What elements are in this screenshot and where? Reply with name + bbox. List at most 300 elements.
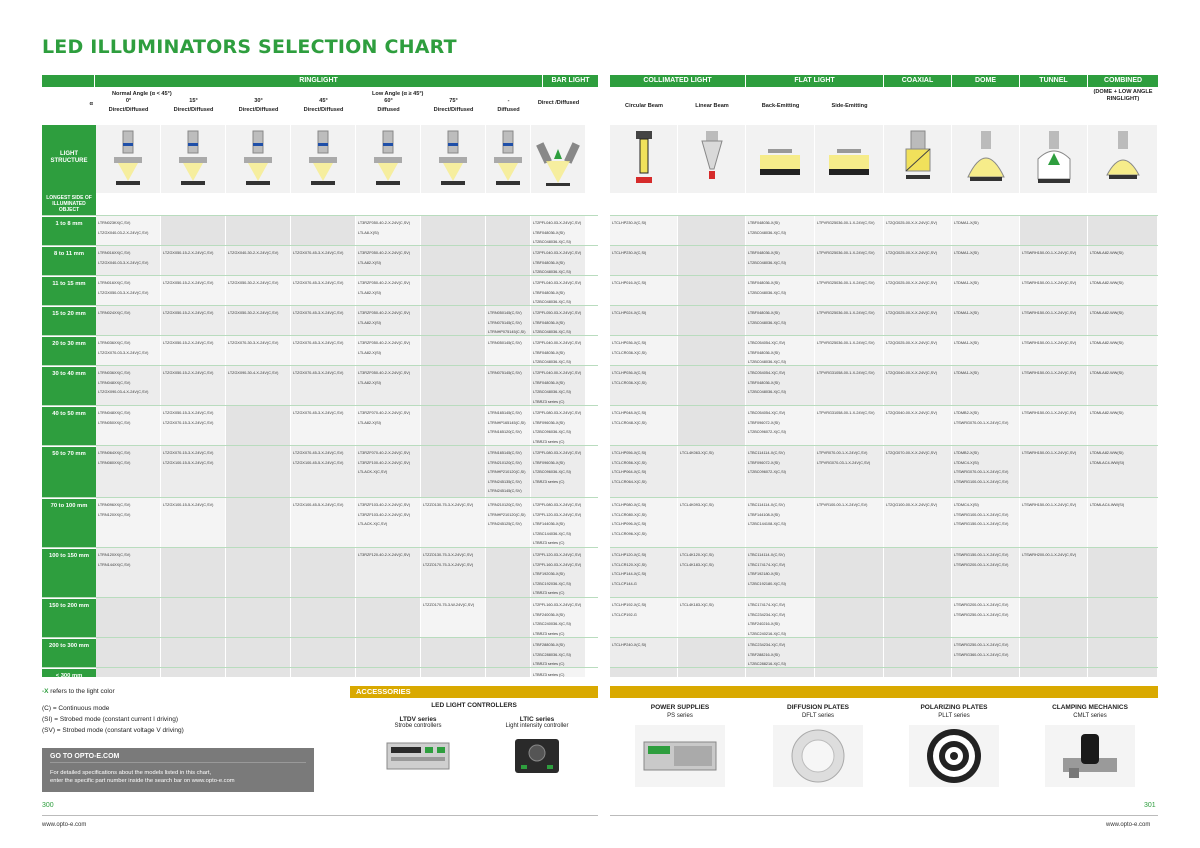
table-row xyxy=(42,597,598,637)
table-cell xyxy=(884,498,952,547)
table-cell xyxy=(531,548,586,597)
part-number: LTBC054054-X(C,SV) xyxy=(748,371,786,375)
part-number: LTRN050145(C,SV) xyxy=(488,311,522,315)
table-cell xyxy=(226,336,291,365)
table-cell xyxy=(486,366,531,405)
table-cell xyxy=(226,446,291,497)
table-cell xyxy=(815,446,884,497)
type-label: Diffused xyxy=(377,107,400,113)
table-cell xyxy=(226,548,291,597)
part-number: LTCLHP240-X(C,SI) xyxy=(612,643,647,647)
part-number: LTPVRG31058-00-1-X-24V(C,SV) xyxy=(817,411,875,415)
table-cell xyxy=(746,598,815,637)
table-cell xyxy=(952,598,1020,637)
angle-label: 15° xyxy=(189,98,198,104)
part-number: LTLACK-X(C,SV) xyxy=(358,470,388,474)
part-number: LTCLHP048-X(C,SI) xyxy=(612,411,647,415)
size-label: 70 to 100 mm xyxy=(42,498,96,547)
right-col-header xyxy=(884,87,952,125)
part-number: LT2BC192180-X(C,SI) xyxy=(748,581,786,586)
table-cell xyxy=(291,598,356,637)
note-strobed-current: (SI) = Strobed mode (constant current I driving) xyxy=(42,716,179,723)
part-number: LTCLCR064-X(C,SI) xyxy=(612,479,647,484)
table-cell xyxy=(531,336,586,365)
table-cell xyxy=(678,306,746,335)
light-structure-icon xyxy=(106,129,150,189)
left-group-header xyxy=(42,75,598,87)
part-number: LTPVRG25036-00-1-X-24V(C,SV) xyxy=(817,311,875,315)
left-col-header xyxy=(96,87,172,125)
table-cell xyxy=(96,406,161,445)
table-cell xyxy=(421,446,486,497)
table-cell xyxy=(226,276,291,305)
group-header: DOME xyxy=(952,75,1020,87)
table-cell xyxy=(746,548,815,597)
part-number: LTRN165120(C,SV) xyxy=(488,430,522,434)
part-number: LT2BC048036-X(C,SI) xyxy=(748,360,786,364)
part-number: LTSWRH150-00-1-X-24V(C,SV) xyxy=(1022,451,1077,455)
table-cell xyxy=(610,306,678,335)
table-cell xyxy=(678,446,746,497)
right-col-header: (DOME + LOW ANGLE RINGLIGHT) xyxy=(1093,89,1153,102)
table-cell xyxy=(952,366,1020,405)
part-number: LTBF048036-X(SI) xyxy=(748,311,780,315)
table-row xyxy=(610,497,1158,547)
type-label: Direct /Diffused xyxy=(537,100,580,106)
table-cell xyxy=(884,366,952,405)
part-number: LTRN016XX(C,SV) xyxy=(98,251,131,255)
table-cell xyxy=(486,306,531,335)
part-number: LT2PFL040-03-X-24V(C,SV) xyxy=(533,251,582,255)
part-number: LTRN144XX(C,SV) xyxy=(98,562,131,567)
light-structure-icon xyxy=(301,129,345,189)
part-number: LTBF240036-X(SI) xyxy=(533,612,565,617)
table-cell xyxy=(746,638,815,667)
part-number: LTBC234234-X(C,SV) xyxy=(748,643,786,647)
light-structure-icon xyxy=(964,129,1008,189)
part-number: LT3RZF103-40-2-X-24V(C,SV) xyxy=(358,512,411,517)
type-label: Direct/Diffused xyxy=(108,107,149,113)
structure-cell xyxy=(952,125,1020,193)
part-number: LTRN165145(C,SV) xyxy=(488,451,522,455)
table-cell xyxy=(884,598,952,637)
table-cell xyxy=(815,498,884,547)
part-number: LTRN245135(C,SV) xyxy=(488,479,522,484)
table-cell xyxy=(1020,638,1088,667)
part-number: LTRNHP210120(C,SI) xyxy=(488,512,526,517)
table-cell xyxy=(1088,548,1158,597)
table-cell xyxy=(815,276,884,305)
angle-group-label xyxy=(421,89,486,96)
angle-label: - xyxy=(507,98,510,104)
left-col-header xyxy=(226,87,291,125)
table-cell xyxy=(96,336,161,365)
light-structure-icon xyxy=(896,129,940,189)
table-cell xyxy=(1088,336,1158,365)
part-number: LTDMLA82-WW(SI) xyxy=(1090,311,1124,315)
table-cell xyxy=(1088,276,1158,305)
ltdv-controller-image xyxy=(383,733,453,775)
footer-url-left[interactable]: www.opto-e.com xyxy=(42,822,87,828)
table-cell xyxy=(226,668,291,677)
size-label: 15 to 20 mm xyxy=(42,306,96,335)
table-cell xyxy=(421,638,486,667)
structure-cell xyxy=(226,125,291,193)
table-row xyxy=(42,667,598,677)
part-number: LTCLHP036-X(C,SI) xyxy=(612,341,647,345)
table-cell xyxy=(952,246,1020,275)
table-cell xyxy=(952,446,1020,497)
table-cell xyxy=(746,276,815,305)
part-number: LT3RZF050-40-2-X-24V(C,SV) xyxy=(358,341,411,345)
part-number: LTRN165145(C,SV) xyxy=(488,411,522,415)
light-structure-icon xyxy=(690,129,734,189)
part-number: LT2PFL080-03-X-24V(C,SV) xyxy=(533,503,582,507)
part-number: LTZGX050-15-2-X-24V(C,SV) xyxy=(163,311,214,315)
table-cell xyxy=(291,498,356,547)
part-number: LT2BC096072-X(C,SI) xyxy=(748,470,786,474)
right-light-structure-row xyxy=(610,125,1158,193)
part-number: LTSWRG100-00-1-X-24V(C,SV) xyxy=(954,512,1009,517)
table-cell xyxy=(815,548,884,597)
light-structure-icon xyxy=(536,129,580,189)
table-cell xyxy=(226,246,291,275)
part-number: LT3RZF120-40-2-X-24V(C,SV) xyxy=(358,553,411,557)
table-cell xyxy=(678,366,746,405)
type-label: Direct/Diffused xyxy=(238,107,279,113)
table-cell xyxy=(486,598,531,637)
part-number: LTBRZ3 series (C) xyxy=(533,541,565,545)
table-cell xyxy=(815,336,884,365)
clamping-mechanic-image xyxy=(1045,725,1135,787)
table-cell xyxy=(356,406,421,445)
part-number: LTLA82-X(SI) xyxy=(358,290,381,295)
part-number: LT3RZF103-40-2-X-24V(C,SV) xyxy=(358,503,411,507)
table-cell xyxy=(1020,406,1088,445)
group-header-barlight: BAR LIGHT xyxy=(543,75,598,87)
light-structure-icon xyxy=(827,129,871,189)
part-number: LTBC114114-X(C,SV) xyxy=(748,451,785,455)
table-row xyxy=(42,497,598,547)
part-number: LTBF288216-X(SI) xyxy=(748,652,780,657)
part-number: LT2QG025-00-X-X-24V(C,SV) xyxy=(886,311,937,315)
table-cell xyxy=(486,498,531,547)
part-number: LTCLHP230-X(C,SI) xyxy=(612,221,647,225)
part-number: LTSWRH150-00-1-X-24V(C,SV) xyxy=(1022,251,1077,255)
size-label: 150 to 200 mm xyxy=(42,598,96,637)
part-number: LTRN036XX(C,SV) xyxy=(98,371,131,375)
table-cell xyxy=(815,306,884,335)
part-number: LTCLHP096-X(C,SI) xyxy=(612,522,647,526)
part-number: LTBRZ3 series (C) xyxy=(533,673,565,677)
table-cell xyxy=(356,638,421,667)
part-number: LTRN120XX(C,SV) xyxy=(98,512,131,517)
part-number: LTRNHP075145(C,SI) xyxy=(488,330,526,334)
table-cell xyxy=(421,246,486,275)
structure-cell xyxy=(884,125,952,193)
table-cell xyxy=(356,366,421,405)
table-cell xyxy=(884,446,952,497)
table-cell xyxy=(291,668,356,677)
table-cell xyxy=(610,548,678,597)
part-number: LTDMA1-X(SI) xyxy=(954,371,979,375)
table-row xyxy=(42,445,598,497)
accessories-bar-right xyxy=(610,686,1158,698)
light-structure-icon xyxy=(431,129,475,189)
part-number: LTRN080XX(C,SV) xyxy=(98,460,131,465)
part-number: LTCLCR120-X(C,SI) xyxy=(612,562,647,567)
size-label: 30 to 40 mm xyxy=(42,366,96,405)
part-number: LT2BC096072-X(C,SI) xyxy=(748,430,786,434)
part-number: LTBF048036-X(SI) xyxy=(748,281,780,285)
part-number: LTBF240216-X(SI) xyxy=(748,622,780,626)
table-row xyxy=(610,245,1158,275)
part-number: LTDMA1-X(SI) xyxy=(954,251,979,255)
table-row xyxy=(42,215,598,245)
table-cell xyxy=(356,548,421,597)
part-number: LT2QG025-00-X-X-24V(C,SV) xyxy=(886,251,937,255)
part-number: LTZGX050-15-2-X-24V(C,SV) xyxy=(163,371,214,375)
part-number: LT3RZF070-40-2-X-24V(C,SV) xyxy=(358,451,411,455)
part-number: LTCLCP144-G xyxy=(612,581,637,586)
table-cell xyxy=(610,336,678,365)
angle-group-label xyxy=(486,89,531,96)
part-number: LTSWRH150-00-1-X-24V(C,SV) xyxy=(1022,411,1077,415)
table-cell xyxy=(356,668,421,677)
left-light-structure-row xyxy=(42,125,598,193)
part-number: LTCL4K183-X(C,SI) xyxy=(680,603,714,607)
part-number: LTBRZ3 series (C) xyxy=(533,591,565,595)
left-data-rows xyxy=(42,215,598,677)
table-cell xyxy=(815,366,884,405)
table-cell xyxy=(610,246,678,275)
table-cell xyxy=(161,638,226,667)
part-number: LTCLHP192-X(C,SI) xyxy=(612,603,647,607)
table-cell xyxy=(291,446,356,497)
part-number: LTCLHP080-X(C,SI) xyxy=(612,503,647,507)
table-cell xyxy=(1020,498,1088,547)
part-number: LT3RZF050-40-2-X-24V(C,SV) xyxy=(358,311,411,315)
part-number: LTBF096072-X(SI) xyxy=(748,420,780,425)
left-col-header xyxy=(161,87,226,125)
table-cell xyxy=(746,406,815,445)
part-number: LTBF048036-X(SI) xyxy=(748,221,780,225)
angle-label: 0° xyxy=(125,98,132,104)
part-number: LTDMLA82-WW(SI) xyxy=(1090,411,1124,415)
table-cell xyxy=(1088,216,1158,245)
left-selection-table xyxy=(42,75,598,677)
table-row xyxy=(610,597,1158,637)
left-col-header xyxy=(531,87,586,125)
part-number: LTRN245125(C,SV) xyxy=(488,522,522,526)
size-label: 20 to 30 mm xyxy=(42,336,96,365)
part-number: LTRN048XX(C,SV) xyxy=(98,380,131,385)
group-header-blank xyxy=(42,75,95,87)
right-group-header xyxy=(610,75,1158,87)
part-number: LTCLHP056-X(C,SI) xyxy=(612,451,647,455)
table-cell xyxy=(610,276,678,305)
part-number: LTZGX100-15-5-X-24V(C,SV) xyxy=(163,460,214,465)
part-number: LTDMA1-X(SI) xyxy=(954,311,979,315)
part-number: LTZGX050-30-2-X-24V(C,SV) xyxy=(228,281,279,285)
part-number: LTRN050145(C,SV) xyxy=(488,341,522,345)
table-cell xyxy=(884,246,952,275)
part-number: LTCL4K093-X(C,SI) xyxy=(680,503,714,507)
part-number: LTPVRG25036-00-1-X-24V(C,SV) xyxy=(817,281,875,285)
part-number: LTSWRH150-00-1-X-24V(C,SV) xyxy=(1022,281,1077,285)
group-header: COAXIAL xyxy=(884,75,952,87)
right-col-header: Linear Beam xyxy=(695,103,729,109)
part-number: LTZGX100-45-5-X-24V(C,SV) xyxy=(293,460,344,465)
part-number: LTBF144036-X(SI) xyxy=(533,522,565,526)
part-number: LTZGX070-15-3-X-24V(C,SV) xyxy=(163,451,214,455)
table-cell xyxy=(1088,406,1158,445)
table-cell xyxy=(678,598,746,637)
part-number: LTBF048036-X(SI) xyxy=(533,350,565,355)
table-cell xyxy=(486,548,531,597)
part-number: LT3RZF070-40-2-X-24V(C,SV) xyxy=(358,411,411,415)
note-strobed-voltage: (SV) = Strobed mode (constant voltage V driving) xyxy=(42,727,184,734)
part-number: LTZGX040-03-2-X-24V(C,SV) xyxy=(98,230,149,235)
part-number: LT2QG025-00-X-X-24V(C,SV) xyxy=(886,281,937,285)
table-row xyxy=(610,305,1158,335)
group-header: COMBINED xyxy=(1088,75,1158,87)
part-number: LTSWRG150-00-1-X-24V(C,SV) xyxy=(954,522,1009,526)
diffusion-plates-product: DIFFUSION PLATES DFLT series xyxy=(758,704,878,787)
table-cell xyxy=(884,548,952,597)
right-spacer-row xyxy=(610,193,1158,215)
part-number: LTDMC4-X(SI) xyxy=(954,460,979,465)
structure-cell xyxy=(291,125,356,193)
part-number: LTLA82-X(SI) xyxy=(358,380,381,385)
angle-group-label: Normal Angle (α < 45°) xyxy=(112,91,172,97)
structure-cell xyxy=(746,125,815,193)
part-number: LTZGX040-03-3-X-24V(C,SV) xyxy=(98,260,149,265)
table-cell xyxy=(746,216,815,245)
part-number: LTZGX040-30-2-X-24V(C,SV) xyxy=(228,251,279,255)
part-number: LTDMC4-X(SI) xyxy=(954,503,979,507)
table-cell xyxy=(746,446,815,497)
part-number: LT2BC240216-X(C,SI) xyxy=(748,631,786,636)
table-cell xyxy=(884,216,952,245)
part-number: LTCLHP024-X(C,SI) xyxy=(612,311,647,315)
part-number: LTZGX070-45-3-X-24V(C,SV) xyxy=(293,251,344,255)
part-number: LTZGX070-45-3-X-24V(C,SV) xyxy=(293,311,344,315)
part-number: LT2BC048036-X(C,SI) xyxy=(533,300,571,304)
goto-text-2: enter the specific part number inside the search bar on www.opto-e.com xyxy=(50,778,235,784)
table-cell xyxy=(486,216,531,245)
part-number: LT3RZF050-40-2-X-24V(C,SV) xyxy=(358,251,411,255)
part-number: LTBRZ3 series (C) xyxy=(533,479,565,484)
table-cell xyxy=(356,276,421,305)
ltic-controller-image xyxy=(507,733,567,779)
table-cell xyxy=(610,406,678,445)
page-number-left: 300 xyxy=(42,802,54,809)
part-number: LT2BC048036-X(C,SI) xyxy=(748,390,786,394)
structure-cell xyxy=(1020,125,1088,193)
table-cell xyxy=(678,406,746,445)
part-number: LT2QG025-00-X-X-24V(C,SV) xyxy=(886,341,937,345)
table-cell xyxy=(96,498,161,547)
table-cell xyxy=(161,548,226,597)
table-cell xyxy=(161,366,226,405)
table-cell xyxy=(1088,498,1158,547)
part-number: LT2BC048036-X(C,SI) xyxy=(748,290,786,295)
table-cell xyxy=(161,216,226,245)
size-label: 100 to 150 mm xyxy=(42,548,96,597)
part-number: LTZGX100-15-5-X-24V(C,SV) xyxy=(163,503,214,507)
power-supplies-product: POWER SUPPLIES PS series xyxy=(620,704,740,787)
table-cell xyxy=(226,598,291,637)
structure-cell xyxy=(815,125,884,193)
part-number: LT2PFL040-03-X-24V(C,SV) xyxy=(533,281,582,285)
group-header: FLAT LIGHT xyxy=(746,75,884,87)
table-cell xyxy=(161,598,226,637)
table-cell xyxy=(678,638,746,667)
table-row xyxy=(42,547,598,597)
table-cell xyxy=(1020,216,1088,245)
part-number: LTCLCP192-G xyxy=(612,612,637,617)
table-cell xyxy=(226,406,291,445)
table-cell xyxy=(610,446,678,497)
part-number: LT2PFL040-00-X-24V(C,SV) xyxy=(533,371,582,375)
size-label: 1 to 8 mm xyxy=(42,216,96,245)
table-cell xyxy=(356,246,421,275)
angle-label: 30° xyxy=(254,98,263,104)
light-structure-icon xyxy=(171,129,215,189)
left-col-header xyxy=(421,87,486,125)
part-number: LTSWRG200-00-1-X-24V(C,SV) xyxy=(954,562,1009,567)
table-cell xyxy=(421,668,486,677)
polarizing-plate-image xyxy=(909,725,999,787)
angle-group-label xyxy=(161,89,226,96)
table-cell xyxy=(884,406,952,445)
table-cell xyxy=(486,246,531,275)
part-number: LTRN050XX(C,SV) xyxy=(98,420,131,425)
structure-cell xyxy=(1088,125,1158,193)
type-label: Direct/Diffused xyxy=(173,107,214,113)
type-label: Direct/Diffused xyxy=(303,107,344,113)
part-number: LTCLHP230-X(C,SI) xyxy=(612,251,647,255)
part-number: LTSWRG250-00-1-X-24V(C,SV) xyxy=(954,612,1009,617)
part-number: LTBF048036-X(SI) xyxy=(533,290,565,295)
part-number: LTRN048XX(C,SV) xyxy=(98,411,131,415)
footer-url-right[interactable]: www.opto-e.com xyxy=(1106,822,1151,828)
part-number: LT2QG070-00-X-X-24V(C,SV) xyxy=(886,451,937,455)
table-cell xyxy=(746,366,815,405)
part-number: LTPVRG25036-00-1-X-24V(C,SV) xyxy=(817,251,875,255)
part-number: LTBF192180-X(SI) xyxy=(748,572,780,576)
table-cell xyxy=(96,598,161,637)
table-cell xyxy=(1020,446,1088,497)
polarizing-plates-product: POLARIZING PLATES PLLT series xyxy=(894,704,1014,787)
table-cell xyxy=(356,498,421,547)
table-cell xyxy=(96,246,161,275)
size-label: 200 to 300 mm xyxy=(42,638,96,667)
part-number: LT2BC048036-X(C,SI) xyxy=(748,320,786,325)
table-cell xyxy=(356,216,421,245)
table-cell xyxy=(96,276,161,305)
alpha-label: α xyxy=(42,87,96,125)
part-number: LT2BC096036-X(C,SI) xyxy=(533,430,571,434)
table-cell xyxy=(356,306,421,335)
table-cell xyxy=(96,306,161,335)
part-number: LT2BC048036-X(C,SI) xyxy=(748,230,786,235)
table-cell xyxy=(815,668,884,677)
light-structure-icon xyxy=(758,129,802,189)
part-number: LTDMLA82-WW(SI) xyxy=(1090,341,1124,345)
part-number: LTLA82-X(SI) xyxy=(358,350,381,355)
